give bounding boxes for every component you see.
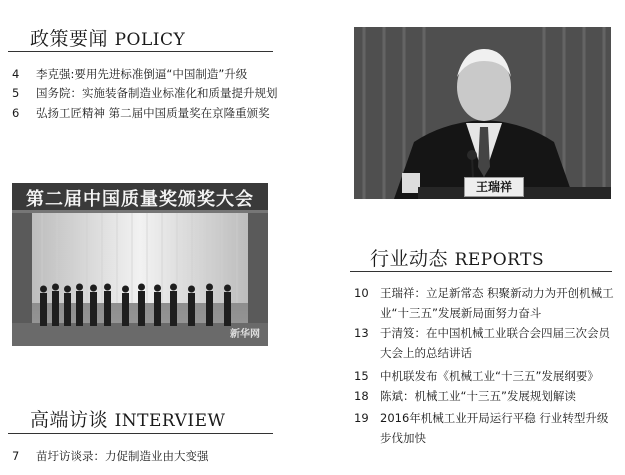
- page-number: 6: [12, 106, 20, 120]
- toc-item-title: 王瑞祥：立足新常态 积聚新动力为开创机械工业“十三五”发展新局面努力奋斗: [380, 286, 614, 320]
- interview-section-title: [30, 405, 225, 432]
- toc-item-title: 于清笈：在中国机械工业联合会四届三次会员大会上的总结讲话: [380, 326, 610, 360]
- page-number: 4: [12, 67, 20, 81]
- page-number: 15: [354, 369, 369, 383]
- policy-section-title: [30, 24, 185, 51]
- page-number: 13: [354, 326, 369, 340]
- toc-item[interactable]: [354, 386, 616, 406]
- toc-item-title: 弘扬工匠精神 第二届中国质量奖在京隆重颁奖: [36, 106, 270, 120]
- page-number: 7: [12, 449, 20, 463]
- interview-divider: [8, 433, 273, 434]
- award-banner: 第二届中国质量奖颁奖大会: [26, 189, 254, 210]
- policy-title-cn: 政策要闻: [30, 28, 109, 50]
- page-number: 19: [354, 411, 369, 425]
- reports-section-title: [370, 244, 544, 271]
- toc-item-title: 苗圩访谈录：力促制造业由大变强: [36, 449, 209, 463]
- toc-item[interactable]: [12, 105, 270, 121]
- speaker-photo: [354, 27, 611, 199]
- nameplate: 王瑞祥: [464, 177, 524, 197]
- page-number: 10: [354, 286, 369, 300]
- toc-item-title: 中机联发布《机械工业“十三五”发展纲要》: [380, 369, 599, 383]
- toc-item[interactable]: [354, 366, 616, 386]
- page-number: 18: [354, 389, 369, 403]
- policy-divider: [8, 51, 273, 52]
- interview-title-cn: 高端访谈: [30, 409, 109, 431]
- toc-item[interactable]: [12, 85, 278, 101]
- speaker-image: [354, 27, 611, 199]
- toc-item-title: 陈斌：机械工业“十三五”发展规划解读: [380, 389, 576, 403]
- toc-item[interactable]: [12, 66, 247, 82]
- policy-title-en: POLICY: [114, 30, 186, 50]
- toc-item-title: 国务院：实施装备制造业标准化和质量提升规划: [36, 86, 278, 100]
- reports-title-en: REPORTS: [454, 250, 545, 270]
- reports-divider: [350, 271, 612, 272]
- toc-item[interactable]: [12, 448, 209, 464]
- toc-item-title: 2016年机械工业开局运行平稳 行业转型升级步伐加快: [380, 411, 609, 445]
- page-number: 5: [12, 86, 20, 100]
- toc-item-title: 李克强:要用先进标准倒逼“中国制造”升级: [36, 67, 248, 81]
- interview-title-en: INTERVIEW: [114, 411, 226, 431]
- award-ceremony-photo: [12, 183, 268, 346]
- toc-item[interactable]: [354, 408, 616, 448]
- reports-title-cn: 行业动态: [370, 248, 449, 270]
- watermark: 新华网: [230, 329, 260, 340]
- toc-item[interactable]: [354, 323, 616, 363]
- toc-item[interactable]: [354, 283, 616, 323]
